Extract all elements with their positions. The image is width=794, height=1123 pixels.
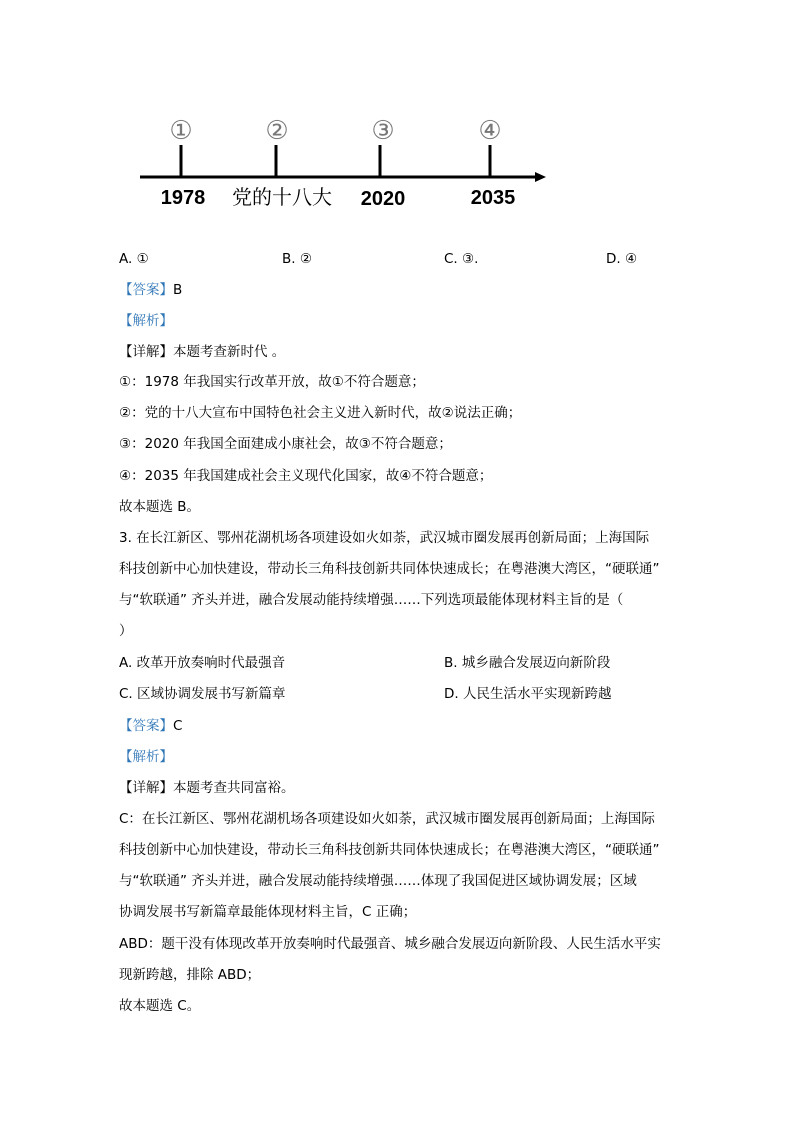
timeline-label-1978: 1978 <box>160 187 206 209</box>
detail-intro: 本题考查共同富裕。 <box>173 780 295 796</box>
q3-answer-line <box>119 717 182 735</box>
q3-explanation-line: 协调发展书写新篇章最能体现材料主旨，C 正确； <box>119 904 417 920</box>
q3-option-d: D. 人民生活水平实现新跨越 <box>444 686 612 702</box>
q3-stem-line: ） <box>119 623 133 639</box>
timeline-marker-2: ② <box>265 116 289 146</box>
timeline-label-18th-congress: 党的十八大 <box>232 185 332 209</box>
q3-explanation-line: ABD：题干没有体现改革开放奏响时代最强音、城乡融合发展迈向新阶段、人民生活水平实 <box>119 936 661 952</box>
q2-option-a: A. ① <box>119 251 149 267</box>
q3-option-b: B. 城乡融合发展迈向新阶段 <box>444 655 611 671</box>
timeline-figure <box>0 0 794 230</box>
timeline-label-2020: 2020 <box>360 188 406 210</box>
q2-answer-line <box>119 281 182 299</box>
q2-detail-line <box>119 343 285 361</box>
q3-detail-line <box>119 779 295 797</box>
q2-option-c: C. ③. <box>444 251 479 267</box>
q3-stem-line: 3. 在长江新区、鄂州花湖机场各项建设如火如荼，武汉城市圈发展再创新局面；上海国际 <box>119 530 650 546</box>
q3-explanation-line: 与“软联通” 齐头并进，融合发展动能持续增强……体现了我国促进区域协调发展；区域 <box>119 873 637 889</box>
q3-option-c: C. 区域协调发展书写新篇章 <box>119 686 286 702</box>
answer-value: B <box>173 282 183 298</box>
q3-option-a: A. 改革开放奏响时代最强音 <box>119 655 286 671</box>
q2-option-d: D. ④ <box>606 251 638 267</box>
timeline-marker-1: ① <box>169 116 193 146</box>
timeline-marker-4: ④ <box>478 116 502 146</box>
answer-tag: 【答案】 <box>119 718 173 734</box>
answer-tag: 【答案】 <box>119 282 173 298</box>
q3-conclusion: 故本题选 C。 <box>119 998 201 1014</box>
timeline-label-2035: 2035 <box>470 187 516 209</box>
analysis-tag: 【解析】 <box>119 749 173 765</box>
q2-explanation-line: ②：党的十八大宣布中国特色社会主义进入新时代，故②说法正确； <box>119 405 522 421</box>
detail-tag: 【详解】 <box>119 344 173 360</box>
q3-explanation-line: 科技创新中心加快建设，带动长三角科技创新共同体快速成长；在粤港澳大湾区，“硬联通” <box>119 842 660 858</box>
detail-intro: 本题考查新时代 。 <box>173 344 286 360</box>
q3-analysis-line <box>119 748 173 766</box>
answer-value: C <box>173 718 183 734</box>
q2-explanation-line: ③：2020 年我国全面建成小康社会，故③不符合题意； <box>119 436 452 452</box>
q3-stem-line: 科技创新中心加快建设，带动长三角科技创新共同体快速成长；在粤港澳大湾区，“硬联通” <box>119 561 660 577</box>
timeline-arrow-icon <box>535 172 546 182</box>
analysis-tag: 【解析】 <box>119 313 173 329</box>
q2-option-b: B. ② <box>282 251 312 267</box>
q2-explanation-line: ④：2035 年我国建成社会主义现代化国家，故④不符合题意； <box>119 468 493 484</box>
timeline-marker-3: ③ <box>371 116 395 146</box>
q3-stem-line: 与“软联通” 齐头并进，融合发展动能持续增强……下列选项最能体现材料主旨的是（ <box>119 592 624 608</box>
q2-analysis-line <box>119 312 173 330</box>
q2-explanation-line: ①：1978 年我国实行改革开放，故①不符合题意； <box>119 374 425 390</box>
q2-conclusion: 故本题选 B。 <box>119 499 201 515</box>
q3-explanation-line: C：在长江新区、鄂州花湖机场各项建设如火如荼，武汉城市圈发展再创新局面；上海国际 <box>119 811 655 827</box>
q3-explanation-line: 现新跨越，排除 ABD； <box>119 967 261 983</box>
detail-tag: 【详解】 <box>119 780 173 796</box>
